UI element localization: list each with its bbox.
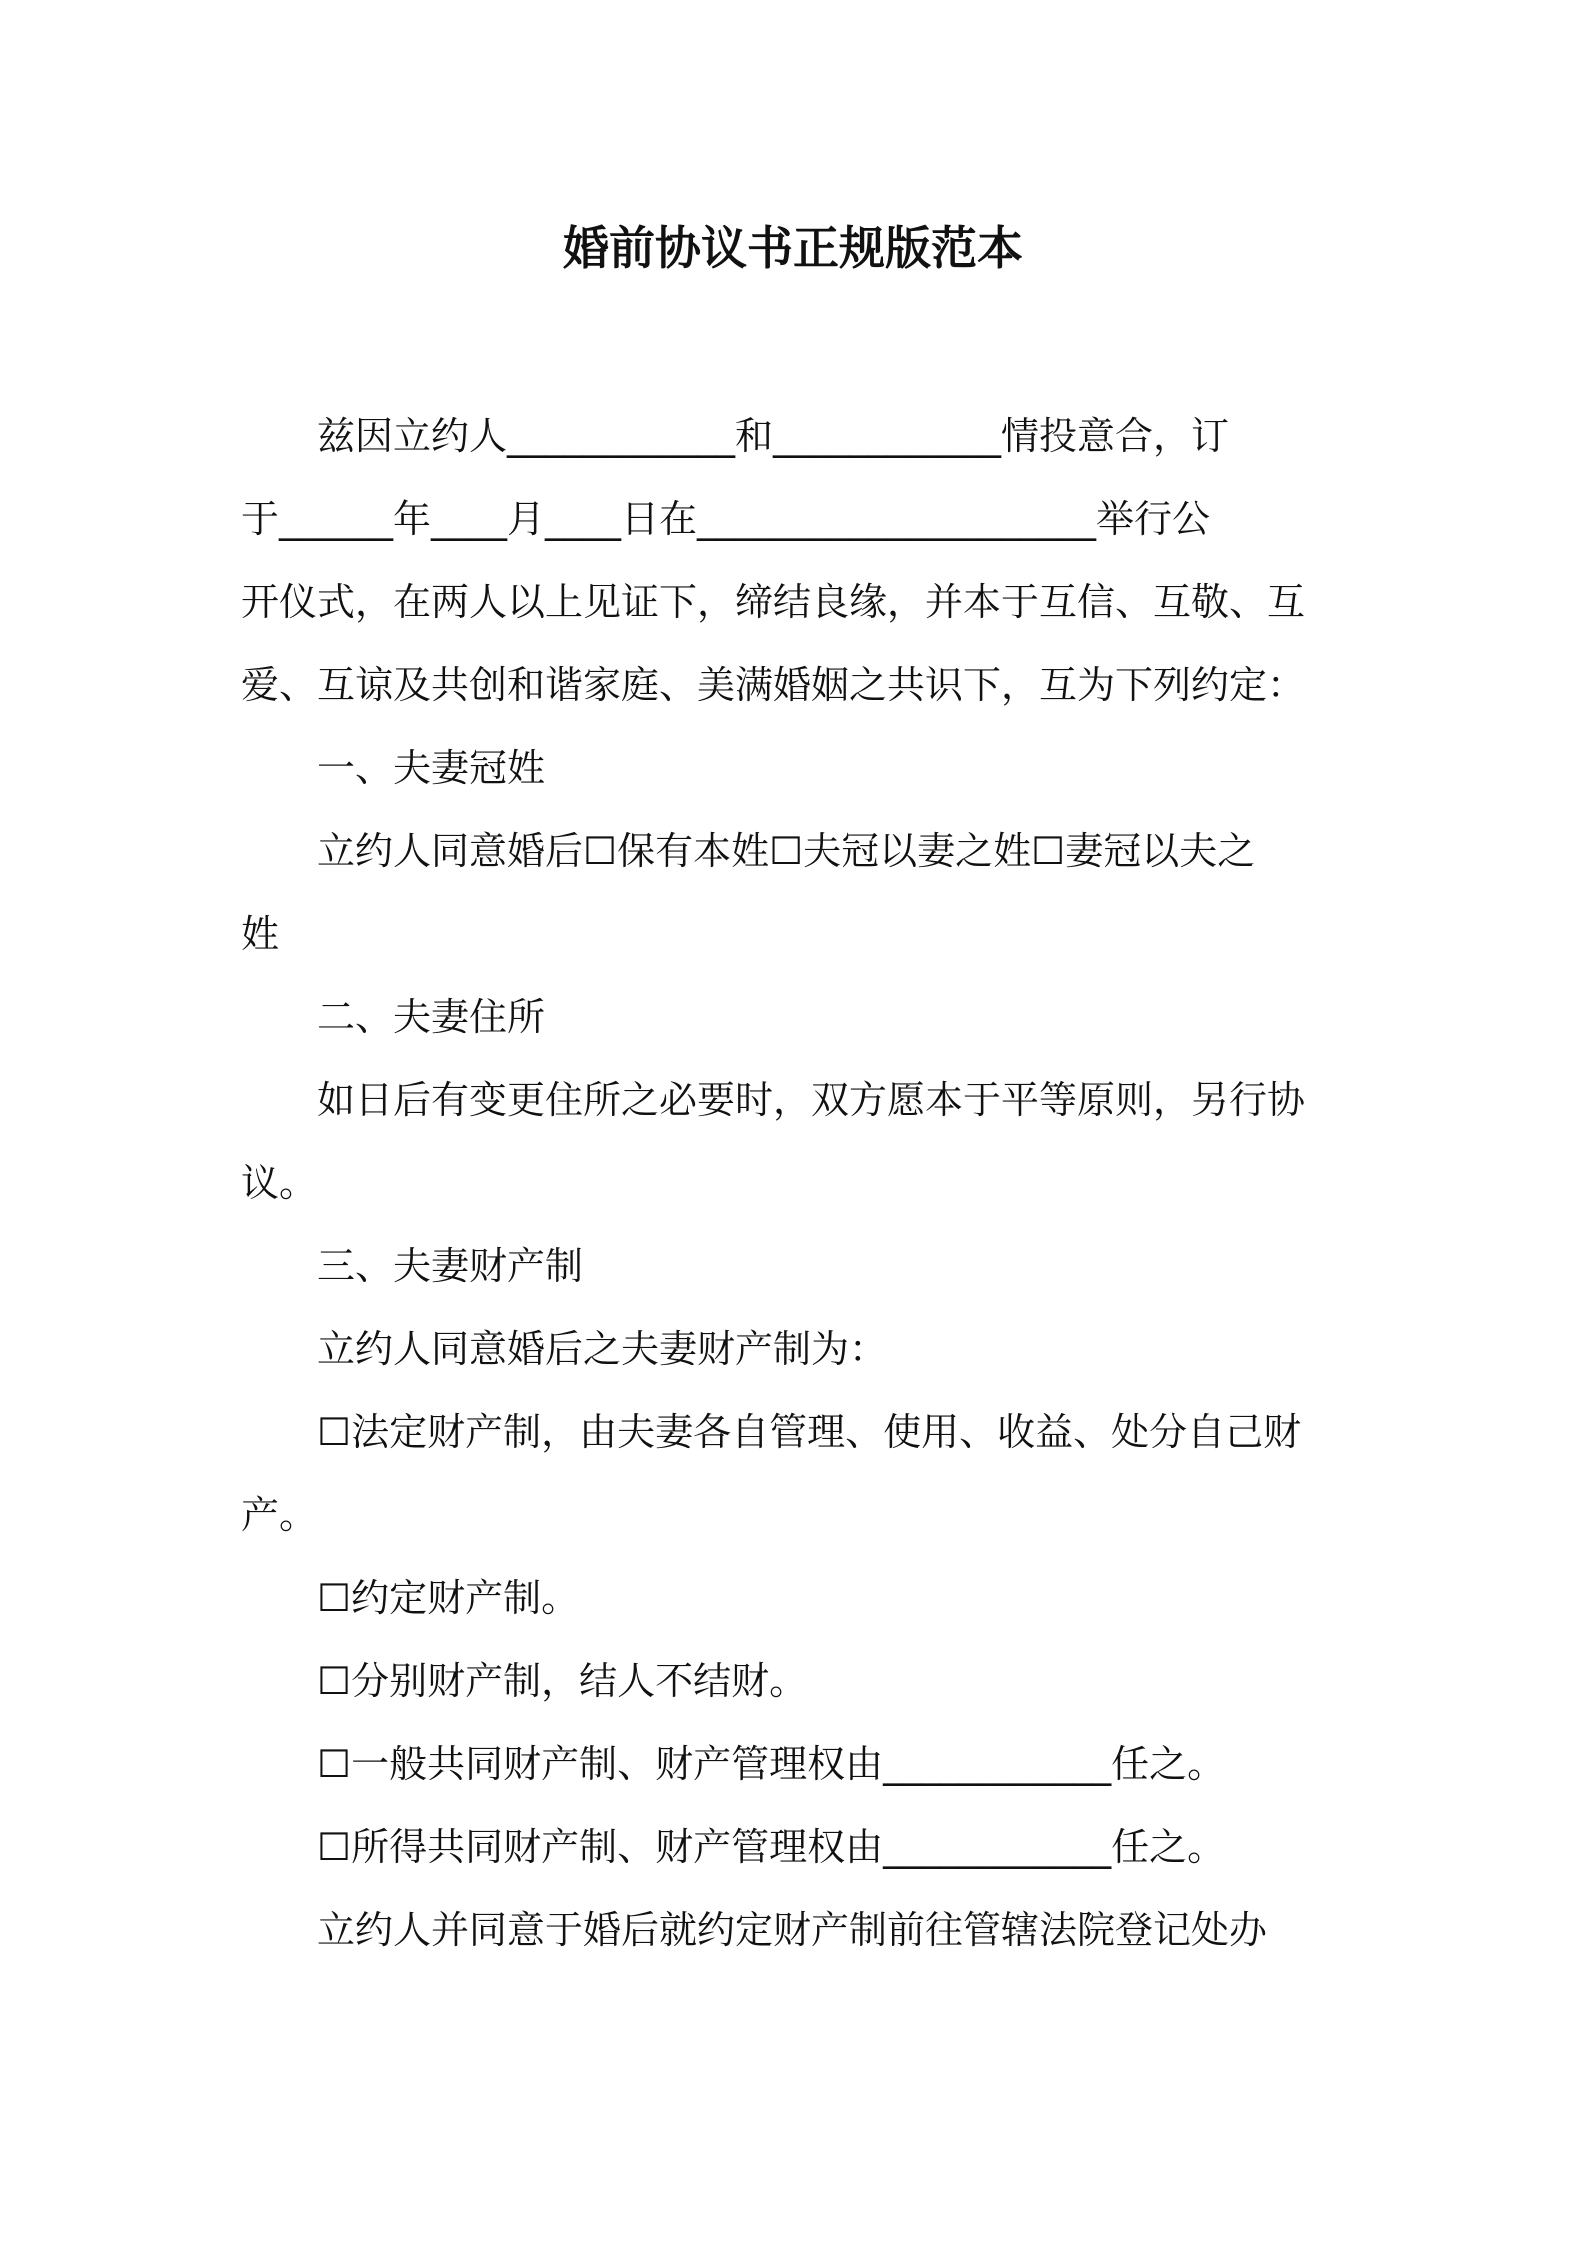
property-option-line: ☐法定财产制，由夫妻各自管理、使用、收益、处分自己财 xyxy=(317,1410,1302,1454)
property-option-separate: ☐分别财产制，结人不结财。 xyxy=(317,1659,808,1703)
section-heading-surname: 一、夫妻冠姓 xyxy=(317,746,546,790)
section-heading-property: 三、夫妻财产制 xyxy=(317,1244,584,1288)
intro-line: 于______年____月____日在_____________________举行公 xyxy=(241,497,1211,541)
property-option-income-common: ☐所得共同财产制、财产管理权由____________任之。 xyxy=(317,1825,1226,1869)
section-body-surname xyxy=(241,810,1347,976)
intro-line: 兹因立约人____________和____________情投意合，订 xyxy=(317,414,1230,458)
section-heading-residence: 二、夫妻住所 xyxy=(317,995,546,1039)
document-body xyxy=(241,395,1347,1972)
property-closing: 立约人并同意于婚后就约定财产制前往管辖法院登记处办 xyxy=(317,1908,1268,1952)
residence-line: 议。 xyxy=(241,1161,318,1205)
property-option-statutory xyxy=(241,1391,1347,1557)
residence-line: 如日后有变更住所之必要时，双方愿本于平等原则，另行协 xyxy=(317,1078,1306,1122)
surname-line: 姓 xyxy=(241,912,280,956)
property-lead: 立约人同意婚后之夫妻财产制为： xyxy=(317,1327,888,1371)
intro-line: 开仪式，在两人以上见证下，缔结良缘，并本于互信、互敬、互 xyxy=(241,580,1306,624)
section-body-residence xyxy=(241,1059,1347,1225)
property-option-line: 产。 xyxy=(241,1493,318,1537)
intro-paragraph xyxy=(241,395,1347,727)
surname-line: 立约人同意婚后☐保有本姓☐夫冠以妻之姓☐妻冠以夫之 xyxy=(317,829,1256,873)
intro-line: 爱、互谅及共创和谐家庭、美满婚姻之共识下，互为下列约定： xyxy=(241,663,1306,707)
document-title: 婚前协议书正规版范本 xyxy=(563,221,1023,275)
property-option-agreed: ☐约定财产制。 xyxy=(317,1576,580,1620)
property-option-general-common: ☐一般共同财产制、财产管理权由____________任之。 xyxy=(317,1742,1226,1786)
